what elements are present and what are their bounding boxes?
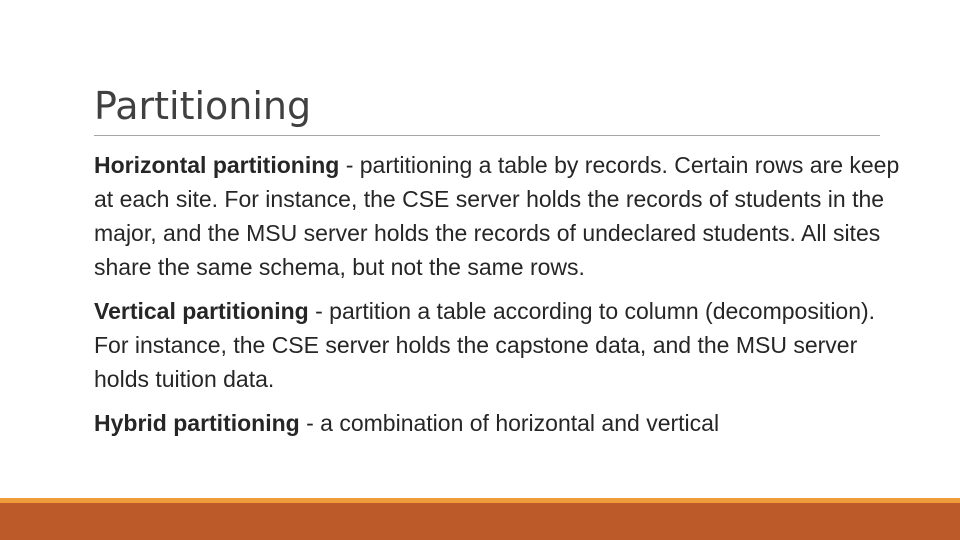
title-divider	[94, 135, 880, 136]
term-vertical-partitioning: Vertical partitioning	[94, 298, 309, 324]
slide-title: Partitioning	[94, 84, 312, 128]
slide-body	[94, 148, 914, 450]
term-horizontal-partitioning: Horizontal partitioning	[94, 152, 340, 178]
definition-hybrid-partitioning: - a combination of horizontal and vertical	[299, 410, 720, 436]
paragraph-vertical-partitioning	[94, 294, 914, 396]
definition-horizontal-partitioning: - partitioning a table by records. Certain rows are keep at each site. For instance, the CSE server holds the records of students in the major, and the MSU server holds the records of undeclared students. All sites share the same schema, but not the same rows.	[94, 152, 900, 280]
paragraph-horizontal-partitioning	[94, 148, 914, 284]
paragraph-hybrid-partitioning	[94, 406, 914, 440]
definition-vertical-partitioning: - partition a table according to column (decomposition). For instance, the CSE server holds the capstone data, and the MSU server holds tuition data.	[94, 298, 876, 392]
term-hybrid-partitioning: Hybrid partitioning	[94, 410, 300, 436]
footer-bar	[0, 503, 960, 540]
